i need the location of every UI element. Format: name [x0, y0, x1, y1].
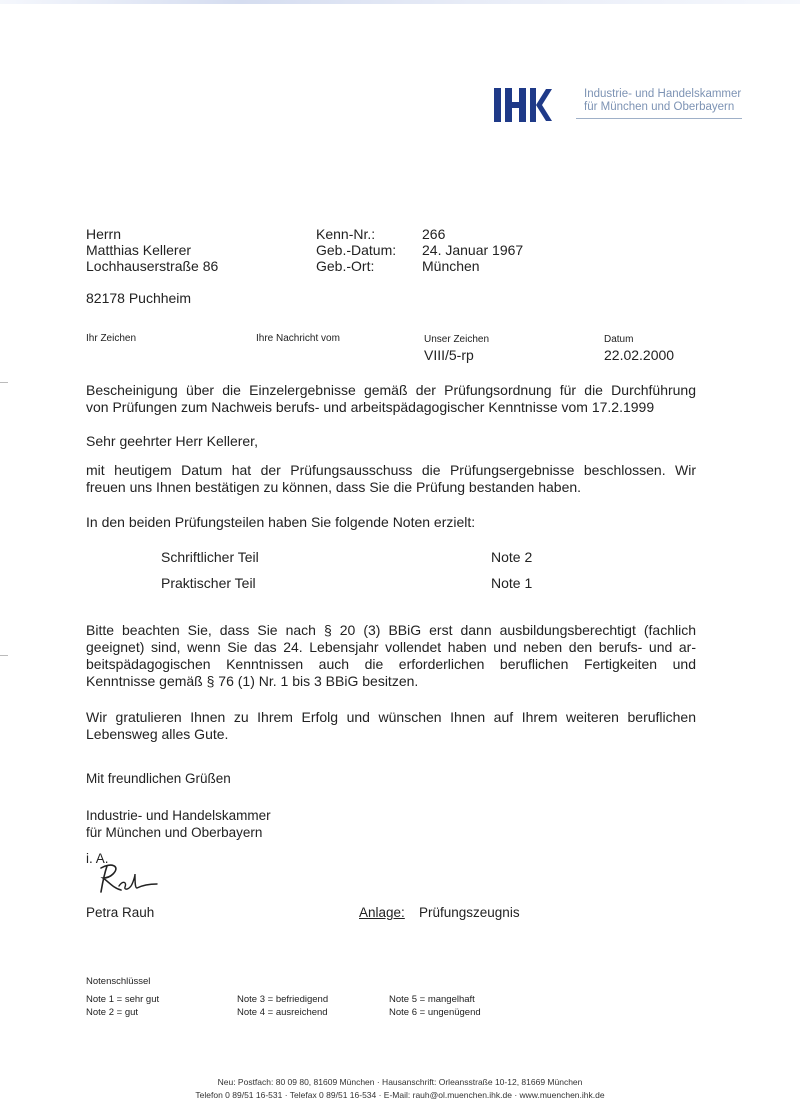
grade-part-practical: Praktischer Teil	[161, 575, 256, 591]
grade-key-item: Note 1 = sehr gut	[86, 994, 160, 1005]
address-city: 82178 Puchheim	[86, 290, 192, 306]
geb-ort-value: München	[422, 258, 480, 274]
unser-zeichen-value: VIII/5-rp	[424, 347, 474, 363]
paragraph-line: Kenntnisse gemäß § 76 (1) Nr. 1 bis 3 BBiG besitzen.	[86, 673, 419, 689]
grade-part-written: Schriftlicher Teil	[161, 549, 259, 565]
address-name: Matthias Kellerer	[86, 242, 192, 258]
grade-key-item: Note 6 = ungenügend	[389, 1007, 481, 1018]
grade-key-title: Notenschlüssel	[86, 976, 151, 987]
footer-address: Neu: Postfach: 80 09 80, 81609 München · Hausanschrift: Orleansstraße 10-12, 81669 München	[217, 1077, 583, 1087]
geb-ort-label: Geb.-Ort:	[316, 258, 375, 274]
paragraph-line: Wir gratulieren Ihnen zu Ihrem Erfolg und wünschen Ihnen auf Ihrem weiteren beruflichen	[86, 709, 696, 725]
top-edge-stripe	[0, 0, 800, 4]
grade-key-item: Note 4 = ausreichend	[237, 1007, 328, 1018]
grade-key-item: Note 2 = gut	[86, 1007, 139, 1018]
org-name	[584, 88, 741, 114]
letterhead-rule	[576, 118, 742, 119]
kenn-nr-label: Kenn-Nr.:	[316, 226, 376, 242]
ihr-zeichen-label: Ihr Zeichen	[86, 333, 137, 344]
datum-label: Datum	[604, 334, 634, 345]
anlage-value: Prüfungszeugnis	[419, 905, 520, 920]
datum-value: 22.02.2000	[604, 347, 675, 363]
grade-value-practical: Note 1	[491, 575, 533, 591]
grade-key-item: Note 3 = befriedigend	[237, 994, 329, 1005]
paragraph-notice	[86, 622, 696, 690]
paragraph-result	[86, 462, 696, 496]
footer-contact: Telefon 0 89/51 16-531 · Telefax 0 89/51 16-534 · E-Mail: rauh@ol.muenchen.ihk.de · www.muenchen.ihk.de	[195, 1090, 605, 1100]
signature	[95, 860, 165, 900]
fold-mark	[0, 382, 8, 383]
grades-intro: In den beiden Prüfungsteilen haben Sie folgende Noten erzielt:	[86, 514, 476, 530]
geb-datum-value: 24. Januar 1967	[422, 242, 524, 258]
ihk-logo	[494, 86, 554, 126]
sender-line1: Industrie- und Handelskammer	[86, 808, 271, 823]
closing: Mit freundlichen Grüßen	[86, 771, 231, 786]
org-name-line1: Industrie- und Handelskammer	[584, 88, 742, 100]
address-street: Lochhauserstraße 86	[86, 258, 219, 274]
ihre-nachricht-label: Ihre Nachricht vom	[256, 333, 340, 344]
address-salutation: Herrn	[86, 226, 122, 242]
anlage-label-text: Anlage:	[359, 905, 405, 920]
ia-label: i. A.	[86, 851, 109, 866]
org-name-line2: für München und Oberbayern	[584, 101, 735, 113]
unser-zeichen-label: Unser Zeichen	[424, 334, 490, 345]
paragraph-line: geeignet) sind, wenn Sie das 24. Lebensjahr vollendet haben und neben den berufs- und ar-	[86, 639, 696, 655]
grade-value-written: Note 2	[491, 549, 533, 565]
grade-key-item: Note 5 = mangelhaft	[389, 994, 475, 1005]
fold-mark	[0, 655, 8, 656]
geb-datum-label: Geb.-Datum:	[316, 242, 397, 258]
paragraph-line: beitspädagogischen Kenntnissen auch die erforderlichen beruflichen Fertigkeiten und	[86, 656, 696, 672]
kenn-nr-value: 266	[422, 226, 446, 242]
paragraph-line: mit heutigem Datum hat der Prüfungsausschuss die Prüfungsergebnisse beschlossen. Wir	[86, 462, 696, 478]
anlage-label	[359, 905, 405, 920]
sender-line2: für München und Oberbayern	[86, 825, 263, 840]
subject	[86, 382, 696, 416]
signer-name: Petra Rauh	[86, 905, 155, 920]
subject-line: von Prüfungen zum Nachweis berufs- und arbeitspädagogischer Kenntnisse vom 17.2.1999	[86, 399, 655, 415]
subject-line: Bescheinigung über die Einzelergebnisse gemäß der Prüfungsordnung für die Durchführung	[86, 382, 696, 398]
paragraph-line: Bitte beachten Sie, dass Sie nach § 20 (3) BBiG erst dann ausbildungsberechtigt (fachlich	[86, 622, 696, 638]
greeting: Sehr geehrter Herr Kellerer,	[86, 433, 258, 449]
paragraph-congrats	[86, 709, 696, 743]
paragraph-line: Lebensweg alles Gute.	[86, 726, 229, 742]
paragraph-line: freuen uns Ihnen bestätigen zu können, dass Sie die Prüfung bestanden haben.	[86, 479, 582, 495]
